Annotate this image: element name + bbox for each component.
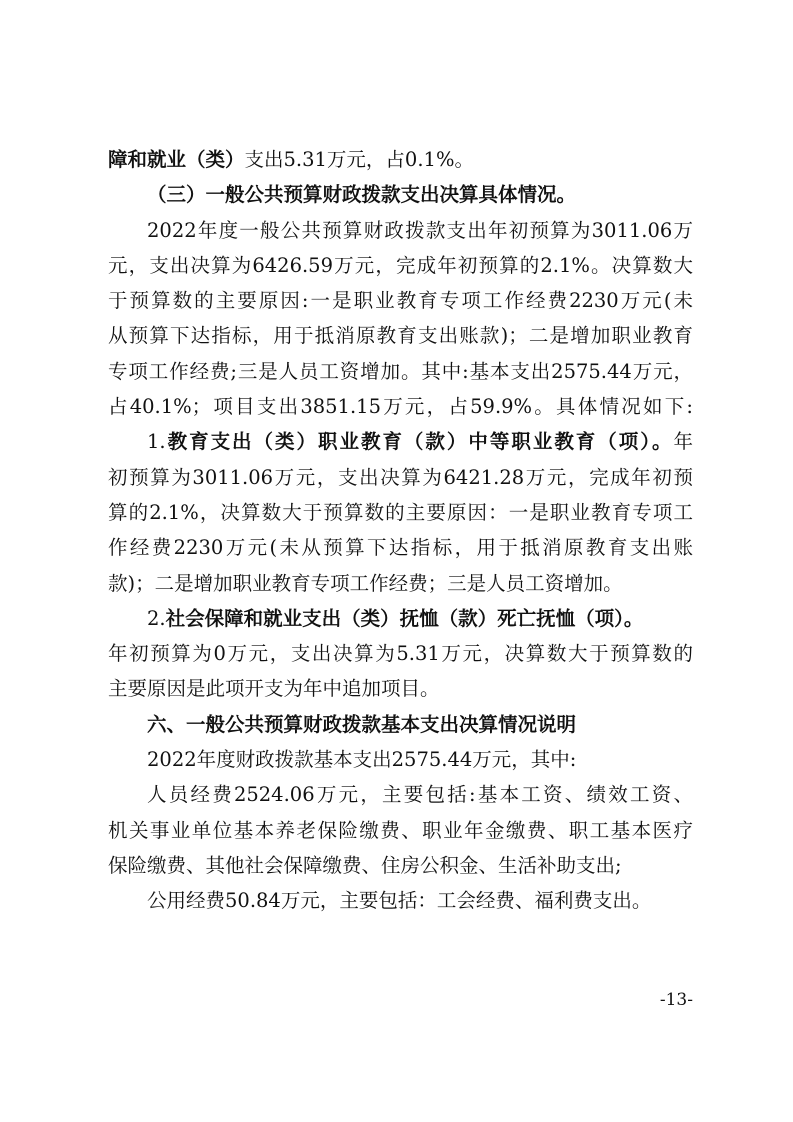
text-line [108,848,693,883]
bold-text: 六、一般公共预算财政拨款基本支出决算情况说明 [147,712,577,736]
text-segment: 人员经费2524.06万元，主要包括:基本工资、绩效工资、 [147,783,693,807]
text-segment: 专项工作经费;三是人员工资增加。其中:基本支出2575.44万元， [108,359,693,383]
text-line [108,460,693,495]
bold-text: 教育支出（类）职业教育（款）中等职业教育（项）。 [165,430,674,454]
text-segment: 公用经费50.84万元，主要包括：工会经费、福利费支出。 [147,889,652,913]
text-segment: 年初预算为0万元，支出决算为5.31万元，决算数大于预算数的 [108,642,693,666]
document-body [108,142,693,919]
text-segment: 主要原因是此项开支为年中追加项目。 [108,677,440,701]
text-line [108,283,693,318]
text-segment: 1. [147,430,166,454]
text-line [108,636,693,671]
text-line [108,142,693,177]
bold-text: 障和就业（类） [108,148,245,171]
text-line [108,213,693,248]
text-line [108,389,693,424]
text-segment: 占40.1%；项目支出3851.15万元，占59.9%。具体情况如下: [108,395,693,419]
text-segment: 支出5.31万元，占0.1%。 [244,148,474,171]
text-segment: 初预算为3011.06万元，支出决算为6421.28万元，完成年初预 [108,465,693,489]
text-line [108,777,693,812]
text-line [108,707,693,742]
bold-text: （三）一般公共预算财政拨款支出决算具体情况。 [147,183,577,207]
bold-text: 社会保障和就业支出（类）抚恤（款）死亡抚恤（项）。 [165,606,644,630]
text-segment: 元，支出决算为6426.59万元，完成年初预算的2.1%。决算数大 [108,253,693,277]
text-line [108,813,693,848]
text-line [108,248,693,283]
text-segment: 机关事业单位基本养老保险缴费、职业年金缴费、职工基本医疗 [108,818,693,842]
text-segment: 于预算数的主要原因:一是职业教育专项工作经费2230万元(未 [108,289,693,313]
text-line [108,566,693,601]
text-line [108,177,693,212]
text-line [108,530,693,565]
text-segment: 算的2.1%，决算数大于预算数的主要原因：一是职业教育专项工 [108,500,693,524]
text-line [108,318,693,353]
text-line [108,742,693,777]
text-segment: 年 [673,430,693,454]
text-line [108,883,693,918]
text-segment: 2. [147,606,166,630]
page-number: -13- [659,990,693,1010]
text-segment: 2022年度一般公共预算财政拨款支出年初预算为3011.06万 [147,218,693,242]
text-line [108,495,693,530]
text-segment: 保险缴费、其他社会保障缴费、住房公积金、生活补助支出; [108,853,622,877]
text-segment: 2022年度财政拨款基本支出2575.44万元，其中: [147,748,577,772]
text-segment: 款)；二是增加职业教育专项工作经费；三是人员工资增加。 [108,571,623,595]
text-segment: 作经费2230万元(未从预算下达指标，用于抵消原教育支出账 [108,536,693,560]
text-segment: 从预算下达指标，用于抵消原教育支出账款)；二是增加职业教育 [108,324,693,348]
text-line [108,601,693,636]
text-line [108,354,693,389]
text-line [108,671,693,706]
text-line [108,424,693,459]
